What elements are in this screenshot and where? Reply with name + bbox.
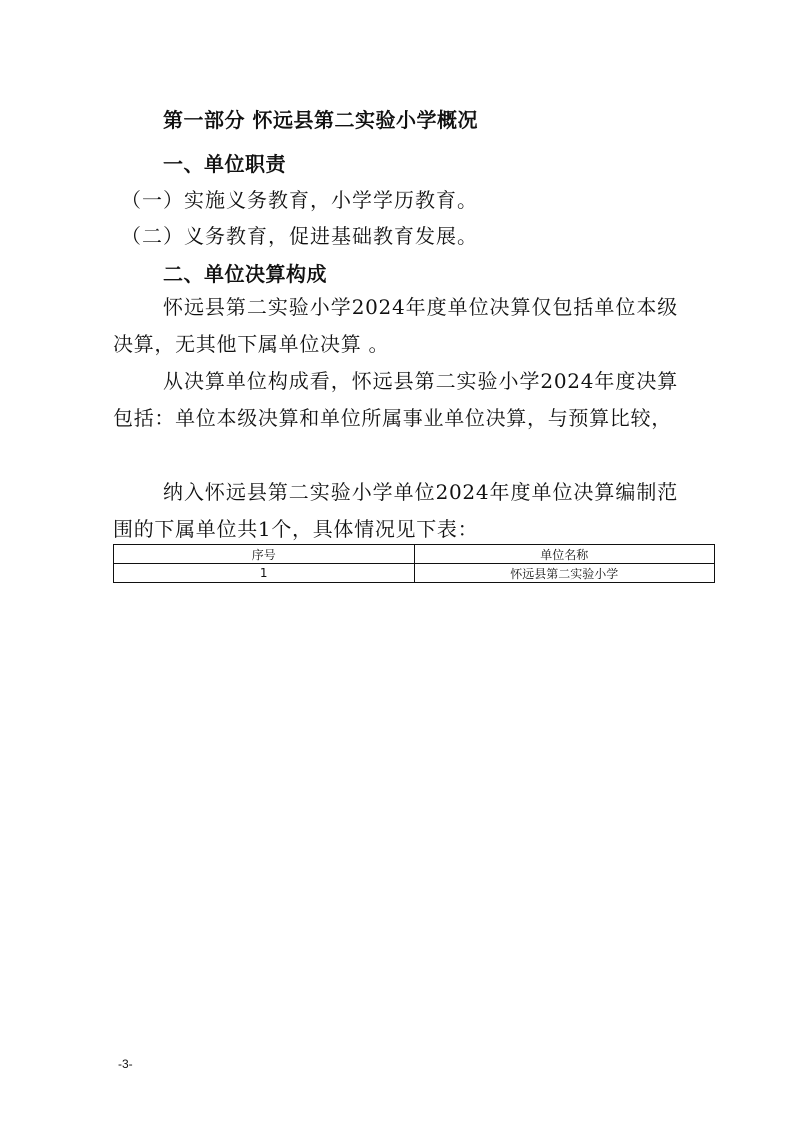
paragraph-composition: 从决算单位构成看，怀远县第二实验小学2024年度决算包括：单位本级决算和单位所属事业单位决算，与预算比较， xyxy=(113,369,678,430)
duty-item-2: （二）义务教育，促进基础教育发展。 xyxy=(121,224,478,248)
column-header-index: 序号 xyxy=(114,545,415,564)
page-number: -3- xyxy=(118,1057,133,1071)
cell-index: 1 xyxy=(114,564,415,583)
duty-item-1: （一）实施义务教育，小学学历教育。 xyxy=(121,188,478,212)
paragraph-scope: 怀远县第二实验小学2024年度单位决算仅包括单位本级决算，无其他下属单位决算 。 xyxy=(113,295,678,356)
subunit-table xyxy=(113,544,715,583)
page-title: 第一部分 怀远县第二实验小学概况 xyxy=(163,108,478,132)
section-heading-composition: 二、单位决算构成 xyxy=(163,262,327,286)
column-header-unit-name: 单位名称 xyxy=(414,545,715,564)
table-header-row xyxy=(114,545,715,564)
paragraph-subunits: 纳入怀远县第二实验小学单位2024年度单位决算编制范围的下属单位共1个，具体情况见下表： xyxy=(113,480,678,541)
cell-unit-name: 怀远县第二实验小学 xyxy=(414,564,715,583)
table-row xyxy=(114,564,715,583)
section-heading-duties: 一、单位职责 xyxy=(163,152,286,176)
